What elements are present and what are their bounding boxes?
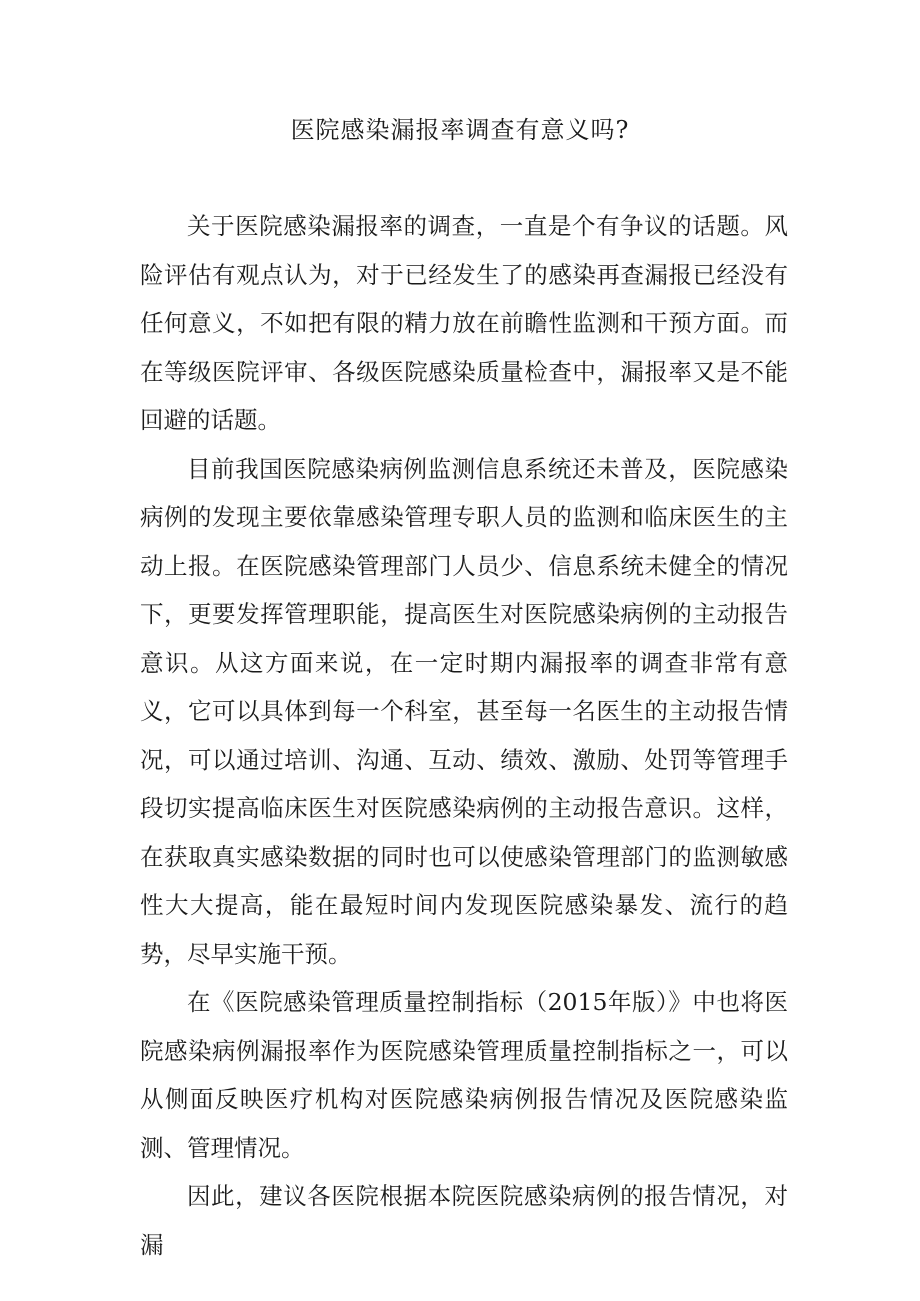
paragraph-1: 关于医院感染漏报率的调查，一直是个有争议的话题。风险评估有观点认为，对于已经发生了的感染再查漏报已经没有任何意义，不如把有限的精力放在前瞻性监测和干预方面。而在等级医院评审、各级医院感染质量检查中，漏报率又是不能回避的话题。 <box>140 212 788 434</box>
paragraph-4: 因此，建议各医院根据本院医院感染病例的报告情况，对漏 <box>140 1182 788 1259</box>
document-body <box>140 202 788 1269</box>
paragraph-2: 目前我国医院感染病例监测信息系统还未普及，医院感染病例的发现主要依靠感染管理专职人员的监测和临床医生的主动上报。在医院感染管理部门人员少、信息系统未健全的情况下，更要发挥管理职能，提高医生对医院感染病例的主动报告意识。从这方面来说，在一定时期内漏报率的调查非常有意义，它可以具体到每一个科室，甚至每一名医生的主动报告情况，可以通过培训、沟通、互动、绩效、激励、处罚等管理手段切实提高临床医生对医院感染病例的主动报告意识。这样，在获取真实感染数据的同时也可以使感染管理部门的监测敏感性大大提高，能在最短时间内发现医院感染暴发、流行的趋势，尽早实施干预。 <box>140 454 788 968</box>
document-title: 医院感染漏报率调查有意义吗? <box>290 116 630 144</box>
paragraph-3: 在《医院感染管理质量控制指标（2015年版）》中也将医院感染病例漏报率作为医院感染管理质量控制指标之一，可以从侧面反映医疗机构对医院感染病例报告情况及医院感染监测、管理情况。 <box>140 988 788 1162</box>
